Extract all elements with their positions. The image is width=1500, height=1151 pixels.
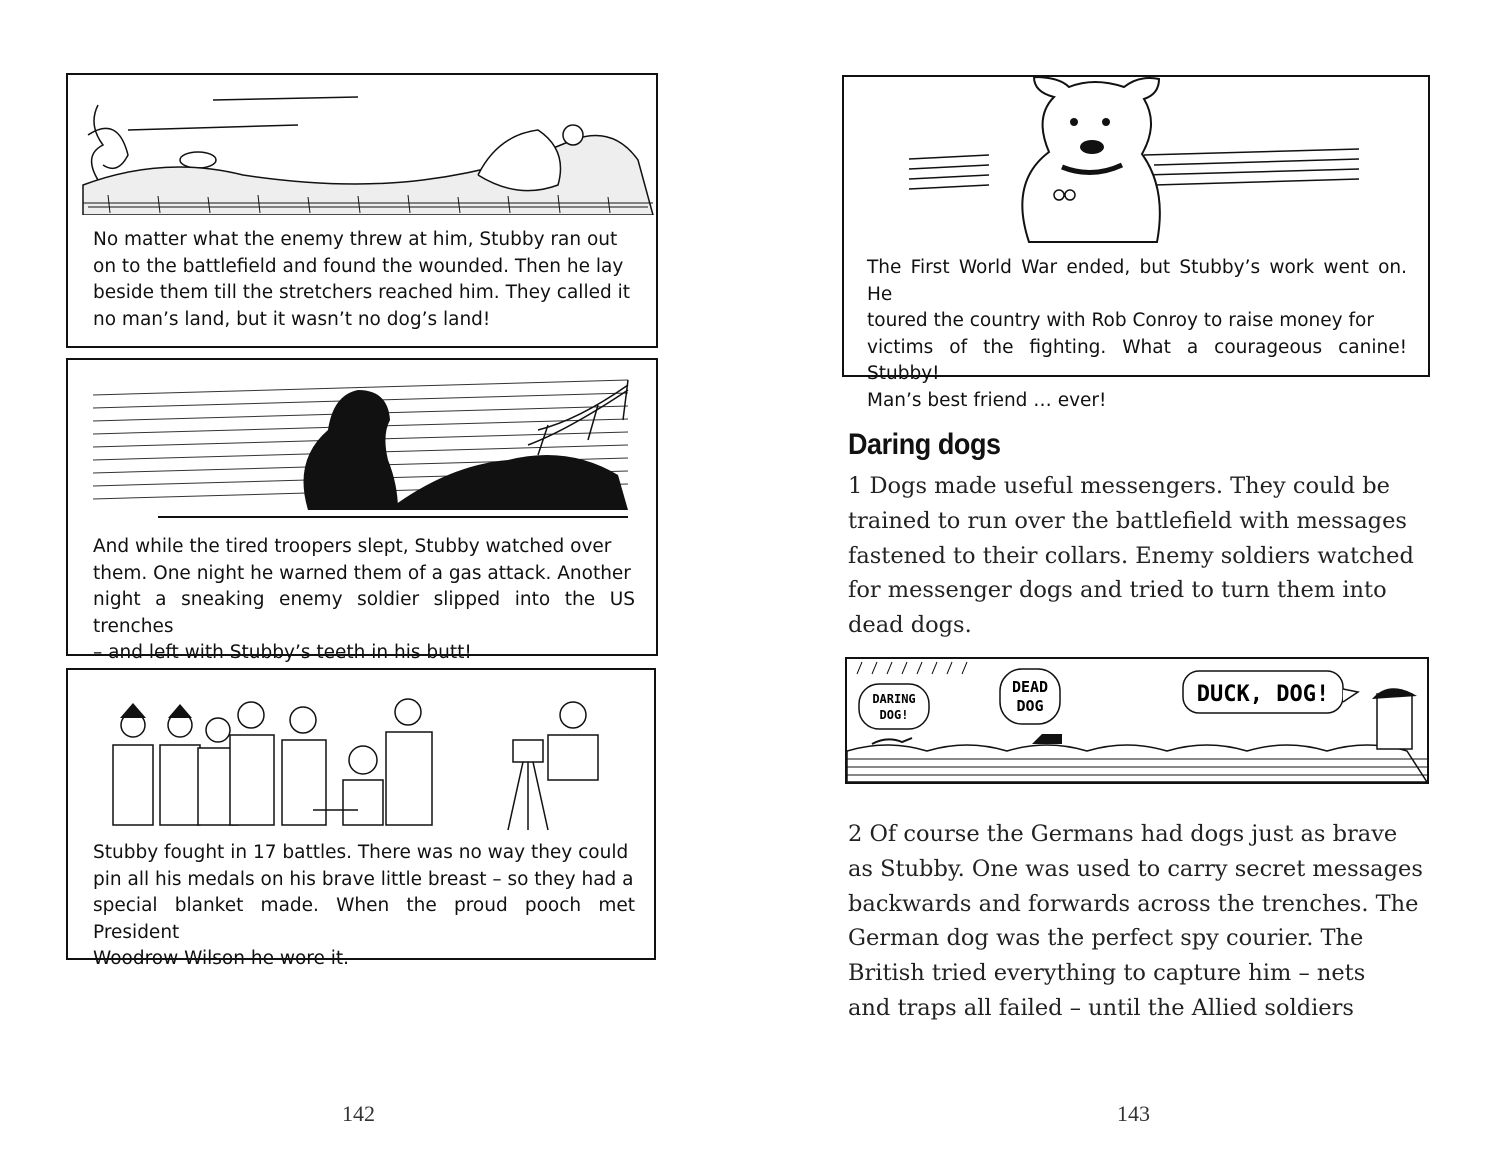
paragraph-line: British tried everything to capture him – nets — [848, 960, 1366, 987]
paragraph-line: backwards and forwards across the trenches. The — [848, 890, 1419, 917]
caption-line: Man’s best friend … ever! — [867, 389, 1107, 411]
caption-line: on to the battlefield and found the wounded. Then he lay — [93, 255, 624, 277]
caption-line: Stubby fought in 17 battles. There was no way they could — [93, 842, 629, 863]
page-number-left: 142 — [342, 1101, 375, 1126]
caption-line: pin all his medals on his brave little breast – so they had a — [93, 868, 634, 890]
stubby-portrait-illustration — [844, 77, 1428, 247]
paragraph-line: trained to run over the battlefield with messages — [848, 507, 1407, 534]
paragraph-line: for messenger dogs and tried to turn them into — [848, 577, 1387, 604]
page-number-right: 143 — [1117, 1101, 1150, 1126]
caption-line: Woodrow Wilson he wore it. — [93, 948, 350, 969]
paragraph-2 — [848, 817, 1423, 1026]
caption-line: beside them till the stretchers reached him. They called it — [93, 282, 630, 303]
bubble-duck-dog: DUCK, DOG! — [1196, 682, 1330, 707]
caption-line: them. One night he warned them of a gas attack. Another — [93, 562, 631, 584]
caption-line: special blanket made. When the proud pooch met President — [93, 895, 635, 943]
comic-panel-war-ended — [842, 75, 1430, 411]
caption-line: No matter what the enemy threw at him, Stubby ran out — [93, 229, 618, 250]
paragraph-line: German dog was the perfect spy courier. The — [848, 925, 1364, 952]
comic-strip-trench — [845, 657, 1429, 784]
trench-illustration — [847, 659, 1427, 782]
paragraph-line: 1 Dogs made useful messengers. They could be — [848, 473, 1390, 499]
paragraph-line: and traps all failed – until the Allied soldiers — [848, 994, 1354, 1021]
comic-panel-medals — [66, 668, 656, 969]
caption-line: The First World War ended, but Stubby’s work went on. He — [867, 257, 1407, 305]
comic-panel-night-watch — [66, 358, 658, 663]
caption-line: And while the tired troopers slept, Stubby watched over — [93, 536, 612, 557]
paragraph-line: 2 Of course the Germans had dogs just as brave — [848, 821, 1398, 847]
president-meeting-illustration — [68, 670, 654, 840]
bubble-daring-line-2: DOG! — [879, 708, 909, 722]
paragraph-line: as Stubby. One was used to carry secret messages — [848, 855, 1423, 882]
caption-line: – and left with Stubby’s teeth in his butt! — [93, 642, 472, 663]
caption-line: victims of the fighting. What a courageous canine! Stubby! — [867, 336, 1407, 384]
comic-panel-battlefield — [66, 73, 658, 348]
night-watch-illustration — [68, 360, 656, 530]
caption-line: night a sneaking enemy soldier slipped into the US trenches — [93, 589, 635, 637]
paragraph-line: dead dogs. — [848, 612, 972, 639]
section-heading: Daring dogs — [848, 428, 1001, 461]
battlefield-illustration — [68, 75, 656, 215]
paragraph-1 — [848, 469, 1414, 643]
paragraph-line: fastened to their collars. Enemy soldiers watched — [848, 542, 1414, 569]
bubble-dead-line-1: DEAD — [1011, 678, 1049, 696]
bubble-daring-line-1: DARING — [872, 692, 916, 706]
caption-line: toured the country with Rob Conroy to raise money for — [867, 310, 1374, 331]
bubble-dead-line-2: DOG — [1016, 697, 1044, 715]
caption-line: no man’s land, but it wasn’t no dog’s land! — [93, 308, 491, 330]
